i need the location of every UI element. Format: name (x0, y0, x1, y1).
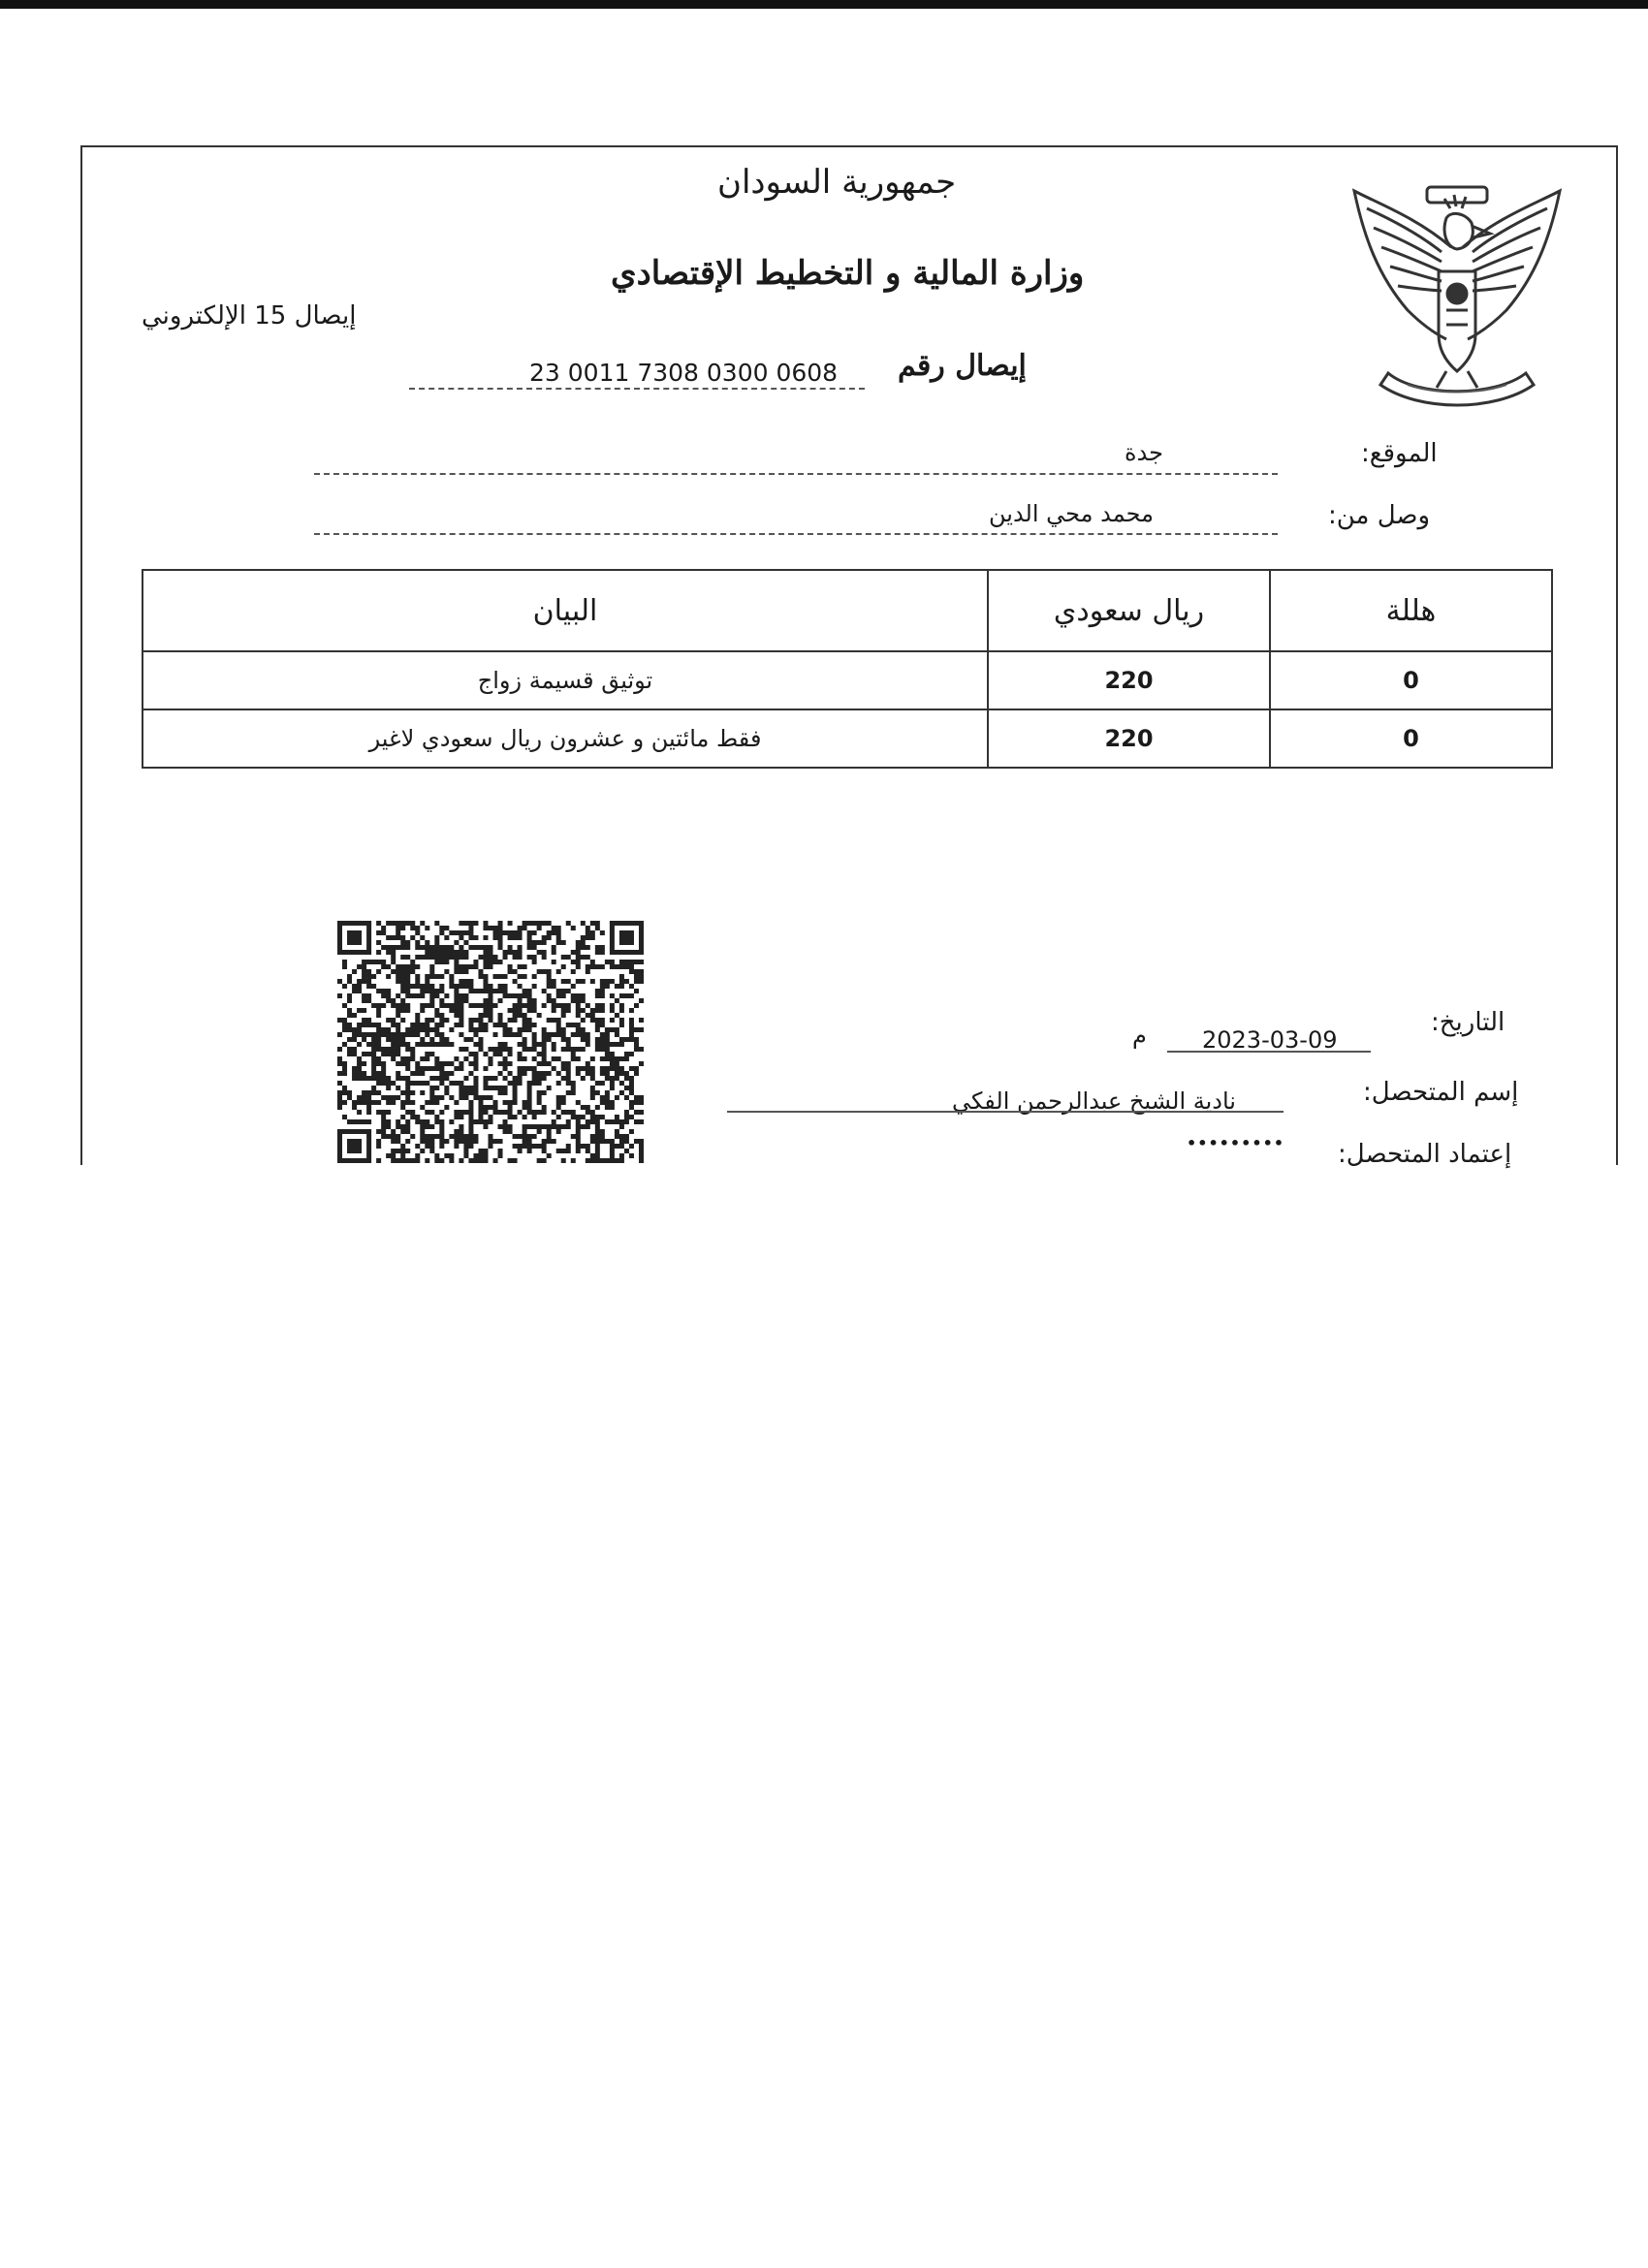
received-from-line (314, 533, 1278, 535)
row1-halala: 0 (1270, 651, 1552, 709)
collector-approval-label: إعتماد المتحصل: (1338, 1140, 1512, 1169)
ministry-title: وزارة المالية و التخطيط الإقتصادي (611, 254, 1085, 293)
table-row (143, 651, 1552, 709)
date-suffix: م (1132, 1022, 1147, 1049)
date-label: التاريخ: (1431, 1008, 1505, 1037)
location-label: الموقع: (1361, 439, 1438, 468)
qr-code (337, 921, 644, 1163)
header-description: البيان (143, 570, 988, 651)
collector-name-value: نادية الشيخ عبدالرحمن الفكي (952, 1087, 1236, 1115)
table-header-row (143, 570, 1552, 651)
location-value: جدة (1125, 439, 1164, 466)
row2-halala: 0 (1270, 709, 1552, 768)
scan-edge (0, 0, 1648, 9)
collector-name-label: إسم المتحصل: (1363, 1078, 1519, 1107)
receipt-number-label: إيصال رقم (898, 349, 1027, 383)
receipt-number-line (409, 388, 865, 390)
sudan-emblem-icon (1349, 179, 1565, 407)
receipt-table (142, 569, 1553, 769)
date-value: 2023-03-09 (1202, 1026, 1338, 1054)
country-title: جمهورية السودان (717, 163, 957, 202)
row1-description: توثيق قسيمة زواج (143, 651, 988, 709)
location-line (314, 473, 1278, 475)
row2-description: فقط مائتين و عشرون ريال سعودي لاغير (143, 709, 988, 768)
row1-riyal: 220 (988, 651, 1270, 709)
collector-approval-value: ••••••••• (1187, 1134, 1285, 1152)
receipt-type-label: إيصال 15 الإلكتروني (142, 301, 357, 331)
row2-riyal: 220 (988, 709, 1270, 768)
header-halala: هللة (1270, 570, 1552, 651)
received-from-label: وصل من: (1328, 501, 1431, 530)
receipt-number-value: 23 0011 7308 0300 0608 (529, 359, 839, 387)
collector-name-line (727, 1111, 1284, 1113)
date-line (1167, 1051, 1371, 1053)
received-from-value: محمد محي الدين (989, 500, 1154, 527)
table-row (143, 709, 1552, 768)
header-saudi-riyal: ريال سعودي (988, 570, 1270, 651)
